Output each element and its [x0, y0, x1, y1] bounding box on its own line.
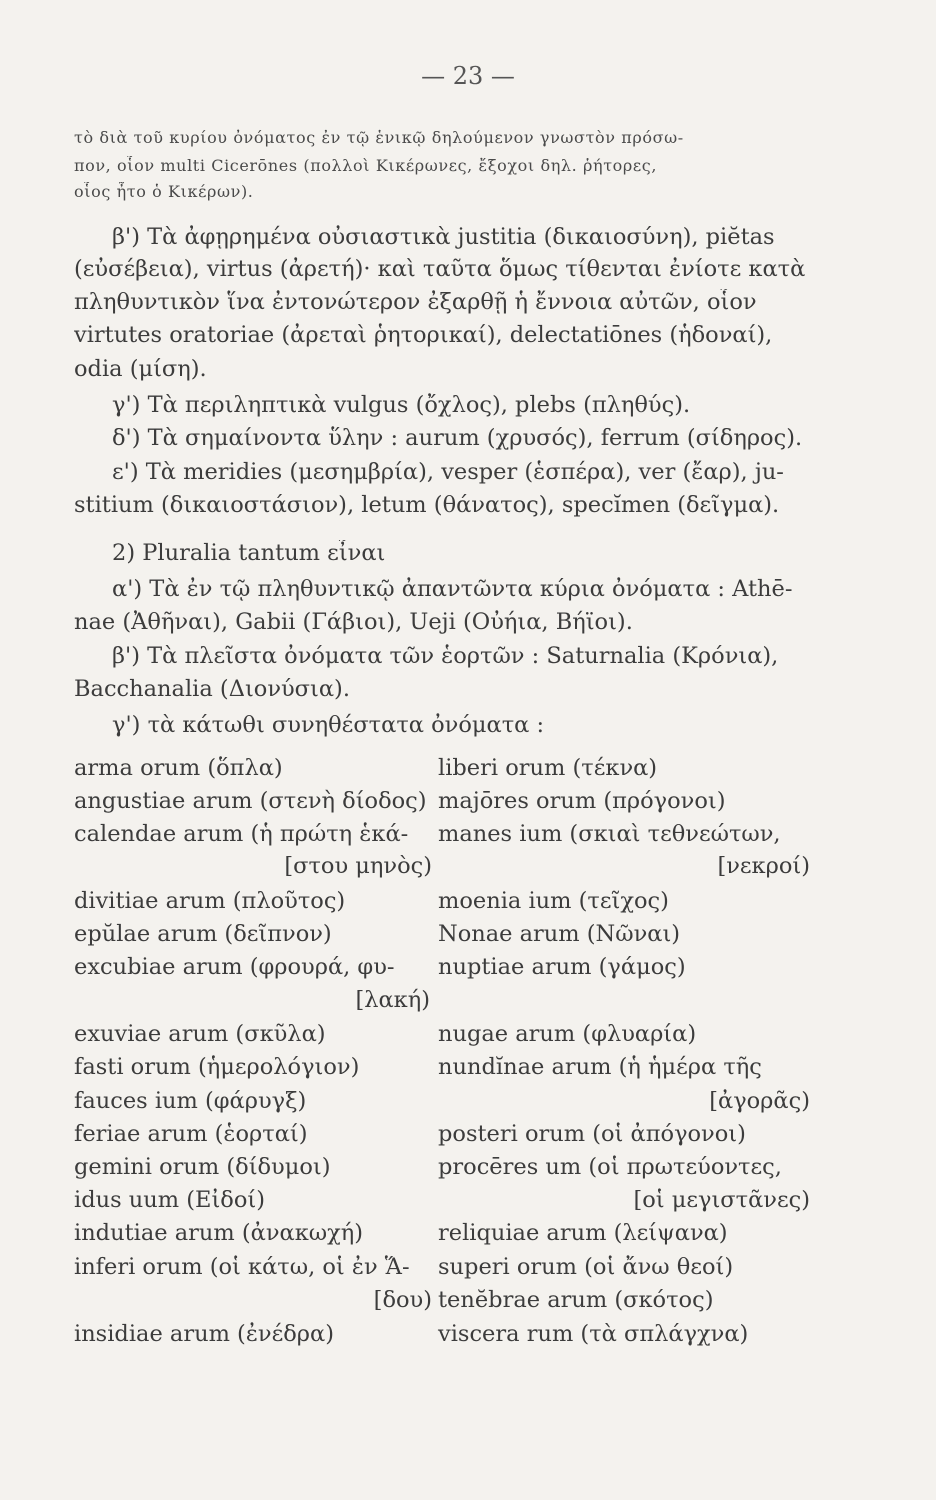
vocab-right-entry: nundĭnae arum (ἡ ἡμέρα τῆς	[438, 1054, 762, 1080]
section-2b-line: Bacchanalia (Διονύσια).	[74, 676, 350, 702]
vocab-right-entry: majōres orum (πρόγονοι)	[438, 788, 726, 814]
vocab-left-continuation: [στου μηνὸς)	[284, 853, 432, 879]
section-d-line: δ') Τὰ σημαίνοντα ὕλην : aurum (χρυσός), ferrum (σίδηρος).	[112, 425, 803, 451]
vocab-left-entry: insidiae arum (ἐνέδρα)	[74, 1321, 334, 1347]
vocab-right-entry: reliquiae arum (λείψανα)	[438, 1220, 728, 1246]
vocab-right-entry: nuptiae arum (γάμος)	[438, 954, 686, 980]
intro-line: πον, οἷον multi Cicerōnes (πολλοὶ Κικέρωνες, ἔξοχοι δηλ. ῥήτορες,	[74, 156, 658, 175]
vocab-left-entry: inferi orum (οἱ κάτω, οἱ ἐν Ἅ-	[74, 1254, 410, 1280]
page-number: — 23 —	[421, 62, 515, 90]
section-b-line: odia (μίση).	[74, 356, 207, 382]
section-2c-line: γ') τὰ κάτωθι συνηθέστατα ὀνόματα :	[112, 712, 545, 738]
heading-pluralia-tantum: 2) Pluralia tantum εἶναι	[112, 540, 386, 566]
vocab-left-entry: divitiae arum (πλοῦτος)	[74, 888, 346, 914]
vocab-left-continuation: [δου)	[373, 1287, 432, 1313]
section-c-line: γ') Τὰ περιληπτικὰ vulgus (ὄχλος), plebs (πληθύς).	[112, 392, 691, 418]
vocab-left-entry: calendae arum (ἡ πρώτη ἑκά-	[74, 821, 409, 847]
vocab-right-continuation: [οἱ μεγιστᾶνες)	[633, 1187, 810, 1213]
vocab-right-entry: moenia ium (τεῖχος)	[438, 888, 669, 914]
vocab-left-entry: epŭlae arum (δεῖπνον)	[74, 921, 332, 947]
vocab-left-entry: arma orum (ὅπλα)	[74, 755, 283, 781]
vocab-left-entry: gemini orum (δίδυμοι)	[74, 1154, 331, 1180]
vocab-right-continuation: [νεκροί)	[717, 853, 810, 879]
vocab-left-entry: indutiae arum (ἀνακωχή)	[74, 1220, 363, 1246]
intro-line: τὸ διὰ τοῦ κυρίου ὀνόματος ἐν τῷ ἑνικῷ δηλούμενον γνωστὸν πρόσω-	[74, 128, 684, 147]
section-2a-line: α') Τὰ ἐν τῷ πληθυντικῷ ἀπαντῶντα κύρια ὀνόματα : Athē-	[112, 576, 793, 602]
vocab-right-entry: procēres um (οἱ πρωτεύοντες,	[438, 1154, 782, 1180]
section-e-line: stitium (δικαιοστάσιον), letum (θάνατος), specĭmen (δεῖγμα).	[74, 492, 780, 518]
intro-line: οἷος ἦτο ὁ Κικέρων).	[74, 182, 254, 201]
vocab-left-entry: idus uum (Εἰδοί)	[74, 1187, 265, 1213]
section-b-line: (εὐσέβεια), virtus (ἀρετή)· καὶ ταῦτα ὅμως τίθενται ἐνίοτε κατὰ	[74, 256, 806, 282]
vocab-right-entry: nugae arum (φλυαρία)	[438, 1021, 697, 1047]
section-b-line: πληθυντικὸν ἵνα ἐντονώτερον ἐξαρθῇ ἡ ἔννοια αὐτῶν, οἷον	[74, 289, 757, 315]
vocab-left-entry: feriae arum (ἑορταί)	[74, 1121, 308, 1147]
section-2a-line: nae (Ἀθῆναι), Gabii (Γάβιοι), Ueji (Οὐήια, Βήϊοι).	[74, 609, 633, 635]
vocab-left-entry: fauces ium (φάρυγξ)	[74, 1088, 307, 1114]
vocab-right-entry: posteri orum (οἱ ἀπόγονοι)	[438, 1121, 746, 1147]
vocab-right-entry: viscera rum (τὰ σπλάγχνα)	[438, 1321, 749, 1347]
section-e-line: ε') Τὰ meridies (μεσημβρία), vesper (ἑσπέρα), ver (ἔαρ), ju-	[112, 459, 784, 485]
vocab-left-entry: angustiae arum (στενὴ δίοδος)	[74, 788, 427, 814]
vocab-left-entry: excubiae arum (φρουρά, φυ-	[74, 954, 395, 980]
vocab-left-continuation: [λακή)	[355, 987, 430, 1013]
vocab-right-entry: Nonae arum (Νῶναι)	[438, 921, 681, 947]
vocab-right-entry: liberi orum (τέκνα)	[438, 755, 658, 781]
vocab-right-entry: superi orum (οἱ ἄνω θεοί)	[438, 1254, 734, 1280]
vocab-right-continuation: [ἀγορᾶς)	[709, 1088, 810, 1114]
section-b-line: β') Τὰ ἀφῃρημένα οὐσιαστικὰ justitia (δικαιοσύνη), piĕtas	[112, 224, 775, 250]
vocab-right-entry: manes ium (σκιαὶ τεθνεώτων,	[438, 821, 781, 847]
vocab-left-entry: fasti orum (ἡμερολόγιον)	[74, 1054, 360, 1080]
section-b-line: virtutes oratoriae (ἀρεταὶ ῥητορικαί), delectatiōnes (ἡδοναί),	[74, 322, 773, 348]
vocab-right-entry: tenĕbrae arum (σκότος)	[438, 1287, 714, 1313]
section-2b-line: β') Τὰ πλεῖστα ὀνόματα τῶν ἑορτῶν : Saturnalia (Κρόνια),	[112, 643, 779, 669]
vocab-left-entry: exuviae arum (σκῦλα)	[74, 1021, 326, 1047]
